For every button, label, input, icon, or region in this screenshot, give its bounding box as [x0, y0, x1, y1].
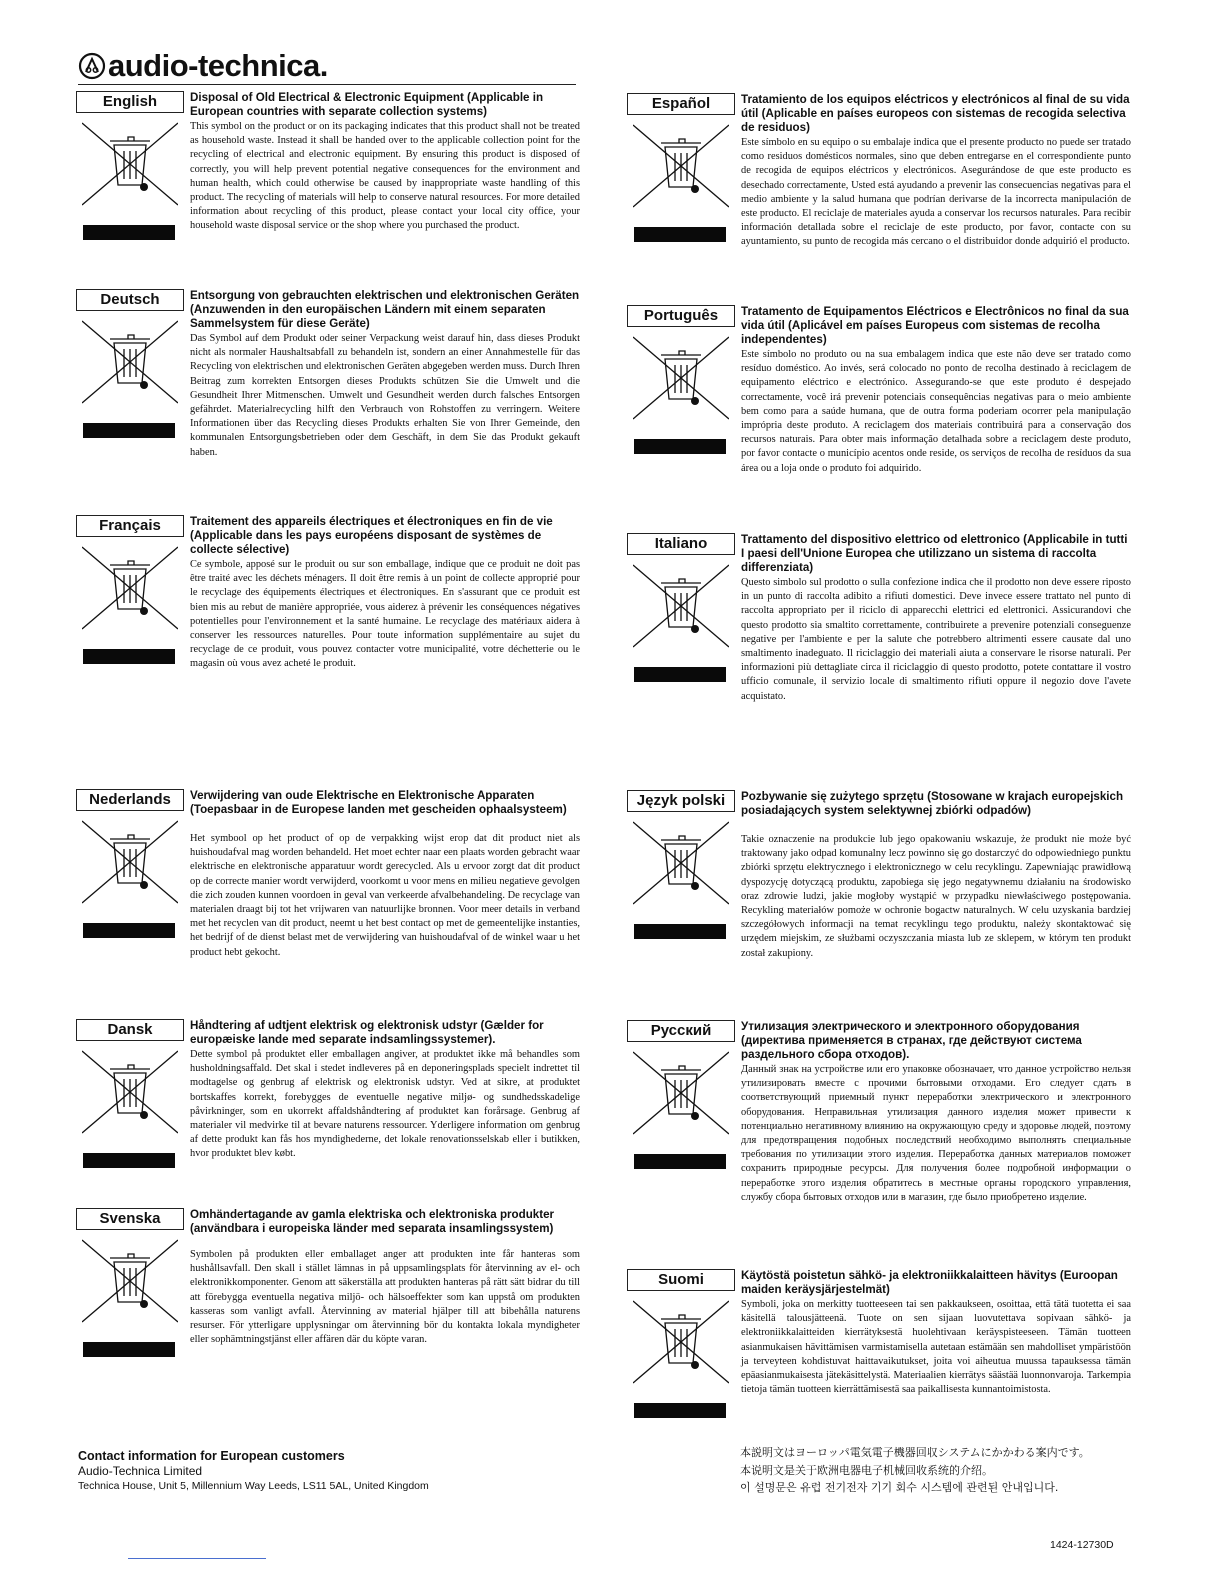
section-title: Håndtering af udtjent elektrisk og elektronisk udstyr (Gælder for europæiske lande med separate indsamlingssystemer).	[190, 1019, 544, 1046]
black-bar	[83, 649, 175, 664]
crossed-bin-icon	[82, 319, 178, 405]
lang-label: English	[76, 91, 184, 113]
lang-label: Português	[627, 305, 735, 327]
crossed-bin-icon	[82, 1049, 178, 1135]
lang-label: Język polski	[627, 790, 735, 812]
section-francais	[76, 515, 580, 725]
section-body: Ce symbole, apposé sur le produit ou sur son emballage, indique que ce produit ne doit pas être traité avec les déchets ménagers. Il doit être remis à un point de collecte approprié pour le recyclage des équipements électriques et électroniques. En s'assurant que ce produit est bien mis au rebut de manière appropriée, vous aiderez à prévenir les conséquences négatives potentielles pour l'environnement et la santé humaine. Le recyclage des matériaux aidera à conserver les ressources naturelles. Pour toute information supplémentaire au sujet du recyclage de ce produit, vous pouvez contacter votre municipalité, votre déchetterie ou le magasin où vous avez acheté le produit.	[190, 559, 580, 670]
crossed-bin-icon	[633, 123, 729, 209]
document-code: 1424-12730D	[1050, 1539, 1114, 1551]
black-bar	[634, 667, 726, 682]
section-nederlands	[76, 789, 580, 999]
crossed-bin-icon	[633, 335, 729, 421]
black-bar	[83, 225, 175, 240]
section-body: Symboli, joka on merkitty tuotteeseen tai sen pakkaukseen, osoittaa, että tätä tuotetta ei saa käsitellä talousjätteenä. Tuote on sen sijaan luovutettava sopivaan sähkö- ja elektroniikkalaitteiden kierrätyksestä huolehtivaan keräyspisteeseen. Tämän tuotteen asianmukaisen hävittämisen varmistamisella autetaan estämään sen mahdolliset ympäristöön ja terveyteen kohdistuvat haittavaikutukset, joita voi aiheutua muussa tapauksessa tämän epäasianmukaisesta jätekäsittelystä. Materiaalien kierrätys säästää luonnonvaroja. Tarkempia tietoja tämän tuotteen kierrättämisestä saa paikallisesta kunnantoimistosta.	[741, 1299, 1131, 1396]
logo-text: audio-technica.	[108, 48, 328, 83]
contact-company: Audio-Technica Limited	[78, 1464, 203, 1478]
section-polski	[627, 790, 1131, 1000]
korean-note: 이 설명문은 유럽 전기전자 기기 회수 시스템에 관련된 안내입니다.	[740, 1481, 1059, 1494]
section-title: Entsorgung von gebrauchten elektrischen und elektronischen Geräten (Anzuwenden in den europäischen Ländern mit einem separaten Sammelsystem für diese Geräte)	[190, 289, 580, 330]
contact-address: Technica House, Unit 5, Millennium Way Leeds, LS11 5AL, United Kingdom	[78, 1480, 429, 1492]
section-dansk	[76, 1019, 580, 1229]
section-body: Questo simbolo sul prodotto o sulla confezione indica che il prodotto non deve essere riposto in un punto di raccolta adibito a rifiuti domestici. Deve invece essere trattato nel punto di raccolta appropriato per il riciclo di apparecchi elettrici ed elettronici. Assicurandovi che questo prodotto sia smaltito correttamente, contribuirete a prevenire potenziali conseguenze negative per l'ambiente e per la salute che potrebbero altrimenti essere causate dal uno smaltimento inadeguato. Il riciclaggio dei materiali aiuta a conservare le risorse naturali. Per informazioni più dettagliate circa il riciclaggio di questo prodotto, potete contattare il vostro ufficio comunale, il servizio locale di smaltimento rifiuti oppure il negozio dove l'avete acquistato.	[741, 577, 1131, 702]
crossed-bin-icon	[633, 563, 729, 649]
black-bar	[634, 227, 726, 242]
section-italiano	[627, 533, 1131, 743]
lang-label: Svenska	[76, 1208, 184, 1230]
crossed-bin-icon	[633, 820, 729, 906]
logo	[78, 48, 328, 84]
audio-technica-logo-icon	[78, 52, 106, 80]
section-russian	[627, 1020, 1131, 1230]
bottom-rule	[128, 1558, 266, 1559]
crossed-bin-icon	[82, 545, 178, 631]
section-body: Takie oznaczenie na produkcie lub jego opakowaniu wskazuje, że produkt nie może być traktowany jako odpad komunalny lecz powinno się go dostarczyć do odpowiedniego punktu zbiórki sprzętu elektrycznego i elektronicznego w celu recyklingu. Zapewniając prawidłową dyspozycję dotyczącą produktu, zapobiega się jego negatywnemu działaniu na środowisko oraz zdrowie ludzi, jakie mogłoby wystąpić w przypadku niewłaściwego postępowania. Recykling materiałów pomoże w ochronie bogactw naturalnych. W celu uzyskania bardziej szczegółowych informacji na temat recyklingu tego produktu, należy skontaktować się urzędem miejskim, ze służbami oczyszczania miasta lub ze sklepem, w którym ten produkt został zakupiony.	[741, 834, 1131, 959]
section-svenska	[76, 1208, 580, 1418]
section-body: Dette symbol på produktet eller emballagen angiver, at produktet ikke må behandles som husholdningsaffald. Det skal i stedet indleveres på en deponeringsplads specielt indrettet til modtagelse og genbrug af elektrisk og elektronisk udstyr. Ved at sikre, at produktet bortskaffes korrekt, forebygges de eventuelle negative miljø- og sundhedsskadelige påvirkninger, som en ukorrekt affaldshåndtering af produktet kan forårsage. Genbrug af materialer vil medvirke til at bevare naturens ressourcer. Yderligere information om genbrug af dette produkt kan fås hos myndighederne, det lokale renovationsselskab eller i butikken, hvor produktet blev købt.	[190, 1049, 580, 1160]
lang-label: Dansk	[76, 1019, 184, 1041]
black-bar	[634, 1403, 726, 1418]
section-body: Данный знак на устройстве или его упаковке обозначает, что данное устройство нельзя утилизировать вместе с прочими бытовыми отходами. Его следует сдать в соответствующий приемный пункт переработки электрического и электронного оборудования. Неправильная утилизация данного изделия может привести к потенциально негативному влиянию на окружающую среду и здоровье людей, поэтому для предотвращения подобных последствий необходимо выполнять специальные требования по утилизации этого изделия. Переработка данных материалов поможет сохранить природные ресурсы. Для получения более подробной информации о переработке этого изделия обратитесь в местные органы городского управления, службу сбора бытовых отходов или в магазин, где было приобретено изделие.	[741, 1064, 1131, 1203]
crossed-bin-icon	[82, 819, 178, 905]
section-title: Verwijdering van oude Elektrische en Elektronische Apparaten (Toepasbaar in de Europese landen met gescheiden ophaalsysteem)	[190, 789, 567, 816]
black-bar	[634, 924, 726, 939]
contact-block	[78, 1448, 429, 1493]
black-bar	[83, 923, 175, 938]
section-body: Het symbool op het product of op de verpakking wijst erop dat dit product niet als huishoudafval mag worden behandeld. Het moet echter naar een plaats worden gebracht waar elektrische en elektronische apparatuur wordt gerecycled. Als u ervoor zorgt dat dit product op de correcte manier wordt verwijderd, voorkomt u voor mens en milieu negatieve gevolgen die zich zouden kunnen voordoen in geval van verkeerde afvalbehandeling. De recyclage van materialen draagt bij tot het vrijwaren van natuurlijke bronnen. Voor meer details in verband met het recyclen van dit product, neemt u het best contact op met de gemeentelijke instanties, het bedrijf of de dienst belast met de verwijdering van huishoudafval of de winkel waar u het product hebt gekocht.	[190, 833, 580, 958]
section-body: Este símbolo en su equipo o su embalaje indica que el presente producto no puede ser tratado como residuos domésticos normales, sino que deben entregarse en el correspondiente punto de recogida de equipos eléctricos y electrónicos. Asegurándose de que este producto es desechado correctamente, Usted está ayudando a prevenir las consecuencias negativas para el medio ambiente y la salud humana que podrían derivarse de la incorrecta manipulación de este producto. El reciclaje de materiales ayuda a conservar los recursos naturales. Para recibir información detallada sobre el reciclaje de este producto, por favor, contacte con su ayuntamiento, su punto de recogida más cercano o el distribuidor donde adquirió el producto.	[741, 137, 1131, 248]
lang-label: Deutsch	[76, 289, 184, 311]
black-bar	[634, 1154, 726, 1169]
section-title: Pozbywanie się zużytego sprzętu (Stosowane w krajach europejskich posiadających system selektywnej zbiórki odpadów)	[741, 790, 1124, 817]
black-bar	[83, 423, 175, 438]
black-bar	[83, 1153, 175, 1168]
section-title: Käytöstä poistetun sähkö- ja elektroniikkalaitteen hävitys (Euroopan maiden keräysjärjestelmät)	[741, 1269, 1118, 1296]
lang-label: Nederlands	[76, 789, 184, 811]
crossed-bin-icon	[633, 1050, 729, 1136]
crossed-bin-icon	[82, 1238, 178, 1324]
lang-label: Italiano	[627, 533, 735, 555]
crossed-bin-icon	[82, 121, 178, 207]
section-portugues	[627, 305, 1131, 515]
section-title: Tratamiento de los equipos eléctricos y electrónicos al final de su vida útil (Aplicable en países europeos con sistemas de recogida selectiva de residuos)	[741, 93, 1130, 134]
crossed-bin-icon	[633, 1299, 729, 1385]
lang-label: Suomi	[627, 1269, 735, 1291]
section-title: Trattamento del dispositivo elettrico od elettronico (Applicabile in tutti I paesi dell'Unione Europea che utilizzano un sistema di raccolta differenziata)	[741, 533, 1128, 574]
lang-label: Русский	[627, 1020, 735, 1042]
section-title: Traitement des appareils électriques et électroniques en fin de vie (Applicable dans les pays européens disposant de systèmes de collecte sélective)	[190, 515, 553, 556]
section-body: Symbolen på produkten eller emballaget anger att produkten inte får hanteras som hushållsavfall. Den skall i stället lämnas in på uppsamlingsplats för återvinning av el- och elektronikkomponenter. Genom att säkerställa att produkten hanteras på rätt sätt bidrar du till att förebygga eventuella negativa miljö- och hälsoeffekter som kan uppstå om produkten kasseras som vanligt avfall. Återvinning av material hjälper till att bibehålla naturens resurser. För ytterligare upplysningar om återvinning bör du kontakta lokala myndigheter eller sophämtningstjänst eller affären där du köpte varan.	[190, 1249, 580, 1346]
section-title: Omhändertagande av gamla elektriska och elektroniska produkter (användbara i europeiska länder med separata insamlingssystem)	[190, 1208, 555, 1235]
section-deutsch	[76, 289, 580, 499]
section-english	[76, 91, 580, 301]
chinese-note: 本说明文是关于欧洲电器电子机械回收系统的介绍。	[740, 1463, 993, 1477]
section-title: Утилизация электрического и электронного оборудования (директива применяется в странах, где действуют система раздельного сбора отходов).	[741, 1020, 1082, 1061]
logo-rule	[78, 84, 576, 85]
black-bar	[634, 439, 726, 454]
contact-heading: Contact information for European customers	[78, 1449, 345, 1463]
section-body: This symbol on the product or on its packaging indicates that this product shall not be treated as household waste. Instead it shall be handed over to the applicable collection point for the recycling of electrical and electronic equipment. By ensuring this product is disposed of correctly, you will help prevent potential negative consequences for the environment and human health, which could otherwise be caused by inappropriate waste handling of this product. The recycling of materials will help to conserve natural resources. For more detailed information about recycling of this product, please contact your local city office, your household waste disposal service or the shop where you purchased the product.	[190, 121, 580, 232]
asian-notes	[740, 1444, 1090, 1497]
lang-label: Français	[76, 515, 184, 537]
black-bar	[83, 1342, 175, 1357]
section-body: Das Symbol auf dem Produkt oder seiner Verpackung weist darauf hin, dass dieses Produkt nicht als normaler Haushaltsabfall zu behandeln ist, sondern an einer Annahmestelle für das Recycling von elektrischen und elektronischen Geräten abgegeben werden muss. Durch Ihren Beitrag zum korrekten Entsorgen dieses Produkts schützen Sie die Umwelt und die Gesundheit Ihrer Mitmenschen. Umwelt und Gesundheit werden durch falsches Entsorgen gefährdet. Materialrecycling hilft den Verbrauch von Rohstoffen zu verringern. Weitere Informationen über das Recycling dieses Produkts erhalten Sie von Ihrer Gemeinde, den kommunalen Entsorgungsbetrieben oder dem Geschäft, in dem Sie das Produkt gekauft haben.	[190, 333, 580, 458]
section-title: Tratamento de Equipamentos Eléctricos e Electrônicos no final da sua vida útil (Aplicável em países Europeus com sistemas de recolha independentes)	[741, 305, 1129, 346]
japanese-note: 本説明文はヨーロッパ電気電子機器回収システムにかかわる案内です。	[740, 1446, 1090, 1459]
section-body: Este símbolo no produto ou na sua embalagem indica que este não deve ser tratado como resíduo doméstico. Ao invés, será colocado no ponto de recolha destinado à reciclagem de equipamento eléctrico e electrónico. Assegurando-se que este produto é despejado correctamente, você irá prevenir potenciais consequências negativas para o meio ambiente bem como para a saúde humana, que de outra forma poderiam ocorrer pela manipulação imprópria deste produto. A reciclagem dos materiais contribuirá para a conservação dos recursos naturais. Para obter mais informação detalhada sobre a reciclagem deste produto, por favor contacte o município acentos onde reside, os serviços de recolha de resíduos da sua área ou a loja onde o produto foi adquirido.	[741, 349, 1131, 474]
section-title: Disposal of Old Electrical & Electronic Equipment (Applicable in European countries with separate collection systems)	[190, 91, 544, 118]
section-espanol	[627, 93, 1131, 303]
lang-label: Español	[627, 93, 735, 115]
